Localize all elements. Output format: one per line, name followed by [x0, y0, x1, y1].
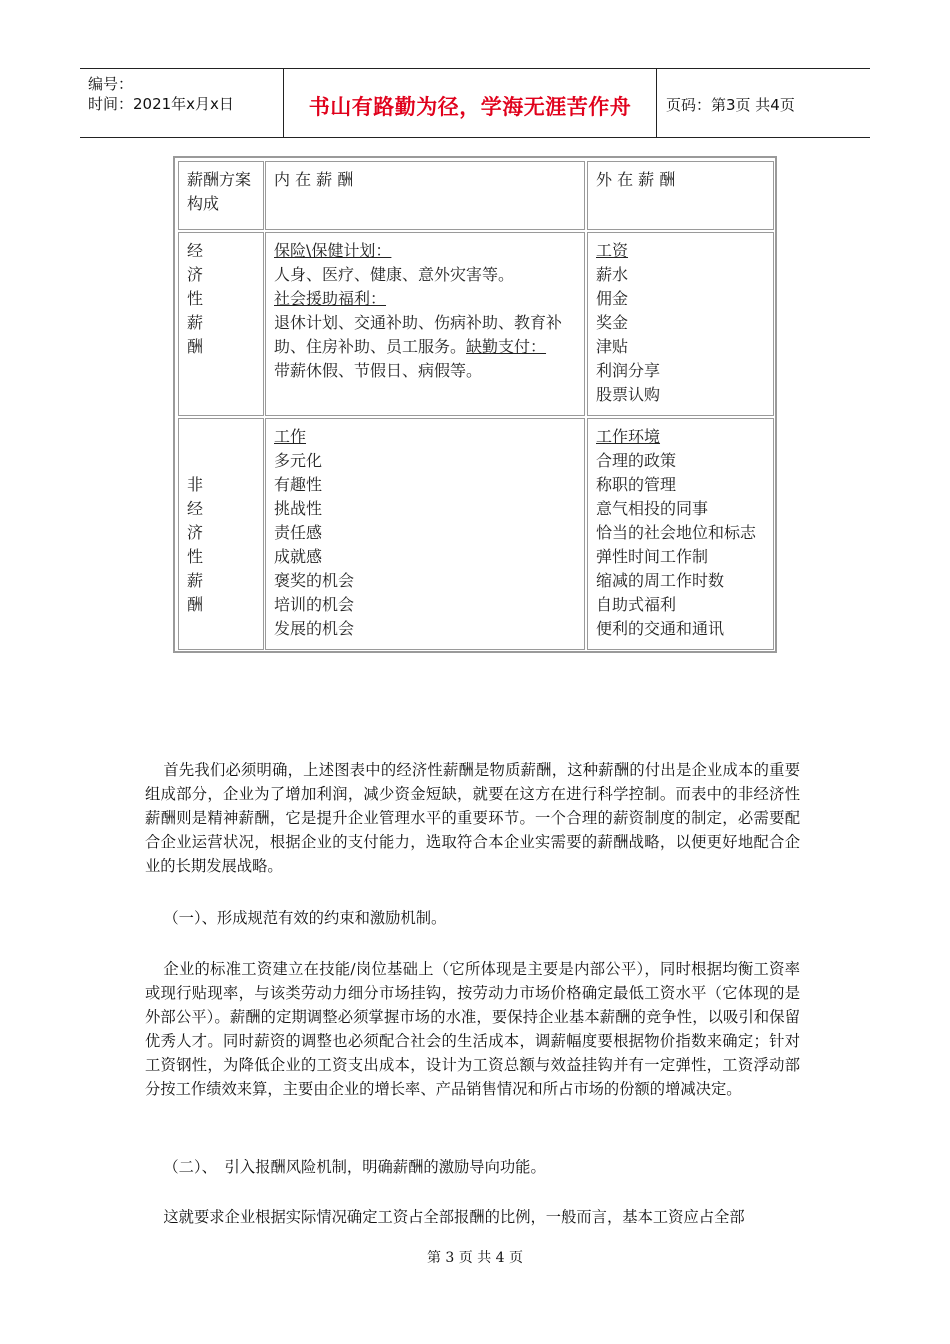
- list-item: 津贴: [596, 337, 629, 356]
- row-label-non-economic: [178, 418, 264, 650]
- col-header-extrinsic: [587, 161, 774, 230]
- paragraph-1: 首先我们必须明确，上述图表中的经济性薪酬是物质薪酬，这种薪酬的付出是企业成本的重要组成部分，企业为了增加利润，减少资金短缺，就要在这方在进行科学控制。而表中的非经济性薪酬则是精神薪酬，它是提升企业管理水平的重要环节。一个合理的薪资制度的制定，必需要配合企业运营状况，根据企业的支付能力，选取符合本企业实需要的薪酬战略，以便更好地配合企业的长期发展战略。: [145, 761, 800, 875]
- list-item: 自助式福利: [596, 595, 677, 614]
- non-economic-extrinsic-cell: [587, 418, 774, 650]
- list-item: 褒奖的机会: [274, 571, 355, 590]
- paragraph-3: 这就要求企业根据实际情况确定工资占全部报酬的比例，一般而言，基本工资应占全部: [163, 1208, 745, 1226]
- list-item: 培训的机会: [274, 595, 355, 614]
- paragraph-2: 企业的标准工资建立在技能/岗位基础上（它所体现是主要是内部公平），同时根据均衡工资率或现行贴现率，与该类劳动力细分市场挂钩，按劳动力市场价格确定最低工资水平（它体现的是外部公平）。薪酬的定期调整必须掌握市场的水准，要保持企业基本薪酬的竞争性，以吸引和保留优秀人才。同时薪资的调整也必须配合社会的生活成本，调薪幅度要根据物价指数来确定；针对工资钢性，为降低企业的工资支出成本，设计为工资总额与效益挂钩并有一定弹性，工资浮动部分按工作绩效来算，主要由企业的增长率、产品销售情况和所占市场的份额的增减决定。: [145, 960, 800, 1098]
- absence-heading: 缺勤支付：: [466, 337, 547, 356]
- insurance-text: 人身、医疗、健康、意外灾害等。: [274, 265, 515, 284]
- header-page-cell: [656, 69, 870, 137]
- list-item: 恰当的社会地位和标志: [596, 523, 757, 542]
- list-item: 称职的管理: [596, 475, 677, 494]
- list-item: 利润分享: [596, 361, 661, 380]
- page-header: [80, 68, 870, 138]
- page-footer: 第 3 页 共 4 页: [426, 1250, 524, 1266]
- welfare-heading: 社会援助福利：: [274, 289, 387, 308]
- section-heading-2: （二）、 引入报酬风险机制，明确薪酬的激励导向功能。: [163, 1158, 546, 1176]
- list-item: 意气相投的同事: [596, 499, 709, 518]
- col1-header-text: 内 在 薪 酬: [274, 170, 354, 189]
- section-heading-1: （一）、形成规范有效的约束和激励机制。: [163, 909, 447, 927]
- list-item: 薪水: [596, 265, 629, 284]
- list-item: 工作环境: [596, 427, 661, 446]
- row-label-economic: [178, 232, 264, 416]
- compensation-table: [173, 156, 777, 653]
- welfare-text: 退休计划、交通补助、伤病补助、教育补助、住房补助、员工服务。: [274, 313, 563, 356]
- list-item: 合理的政策: [596, 451, 677, 470]
- list-item: 责任感: [274, 523, 323, 542]
- list-item: 奖金: [596, 313, 629, 332]
- list-item: 缩减的周工作时数: [596, 571, 725, 590]
- list-item: 股票认购: [596, 385, 661, 404]
- list-item: 有趣性: [274, 475, 323, 494]
- list-item: 挑战性: [274, 499, 323, 518]
- economic-intrinsic-cell: [265, 232, 585, 416]
- header-motto-cell: [283, 69, 657, 137]
- absence-text: 带薪休假、节假日、病假等。: [274, 361, 483, 380]
- table-corner-cell: [178, 161, 264, 230]
- page-label: 页码：第3页 共4页: [666, 96, 795, 114]
- list-item: 便利的交通和通讯: [596, 619, 725, 638]
- list-item: 工作: [274, 427, 307, 446]
- row2-label-text: 非经济性薪酬: [187, 475, 204, 614]
- number-label: 编号：: [88, 75, 134, 93]
- list-item: 成就感: [274, 547, 323, 566]
- row1-label-text: 经济性薪酬: [187, 241, 204, 356]
- header-info-cell: [80, 69, 282, 137]
- list-item: 发展的机会: [274, 619, 355, 638]
- list-item: 佣金: [596, 289, 629, 308]
- economic-extrinsic-cell: [587, 232, 774, 416]
- corner-text: 薪酬方案构成: [187, 170, 252, 213]
- list-item: 工资: [596, 241, 629, 260]
- motto: 书山有路勤为径，学海无涯苦作舟: [308, 95, 632, 119]
- list-item: 弹性时间工作制: [596, 547, 709, 566]
- col2-header-text: 外 在 薪 酬: [596, 170, 676, 189]
- date-label: 时间：2021年x月x日: [88, 95, 234, 113]
- col-header-intrinsic: [265, 161, 585, 230]
- non-economic-intrinsic-cell: [265, 418, 585, 650]
- list-item: 多元化: [274, 451, 323, 470]
- insurance-heading: 保险\保健计划：: [274, 241, 392, 260]
